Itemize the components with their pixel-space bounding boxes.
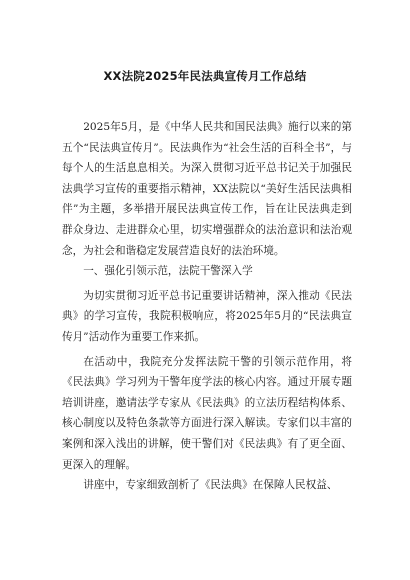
section-paragraph-3: 讲座中，专家细致剖析了《民法典》在保障人民权益、 bbox=[83, 479, 338, 492]
document-title: XX法院2025年民法典宣传月工作总结 bbox=[103, 69, 307, 83]
intro-paragraph: 2025年5月，是《中华人民共和国民法典》施行以来的第五个“民法典宣传月”。民法典作为“社会生活的百科全书”，与每个人的生活息息相关。为深入贯彻习近平总书记关于加强民法典学习宣传的重要指示精神，XX法院以“美好生活民法典相伴”为主题，多举措开展民法典宣传工作，旨在让民法典走到群众身边、走进群众心里，切实增强群众的法治意识和法治观念，为社会和谐稳定发展营造良好的法治环境。 bbox=[62, 121, 352, 257]
section-heading-1: 一、强化引领示范，法院干警深入学 bbox=[83, 265, 253, 278]
document-body bbox=[62, 117, 352, 496]
section-paragraph-1: 为切实贯彻习近平总书记重要讲话精神，深入推动《民法典》的学习宣传，我院积极响应，将2025年5月的“民法典宣传月”活动作为重要工作来抓。 bbox=[62, 289, 352, 343]
section-paragraph-2: 在活动中，我院充分发挥法院干警的引领示范作用，将《民法典》学习列为干警年度学法的核心内容。通过开展专题培训讲座，邀请法学专家从《民法典》的立法历程结构体系、核心制度以及特色条款等方面进行深入解读。专家们以丰富的案例和深入浅出的讲解，使干警们对《民法典》有了更全面、更深入的理解。 bbox=[62, 355, 352, 471]
